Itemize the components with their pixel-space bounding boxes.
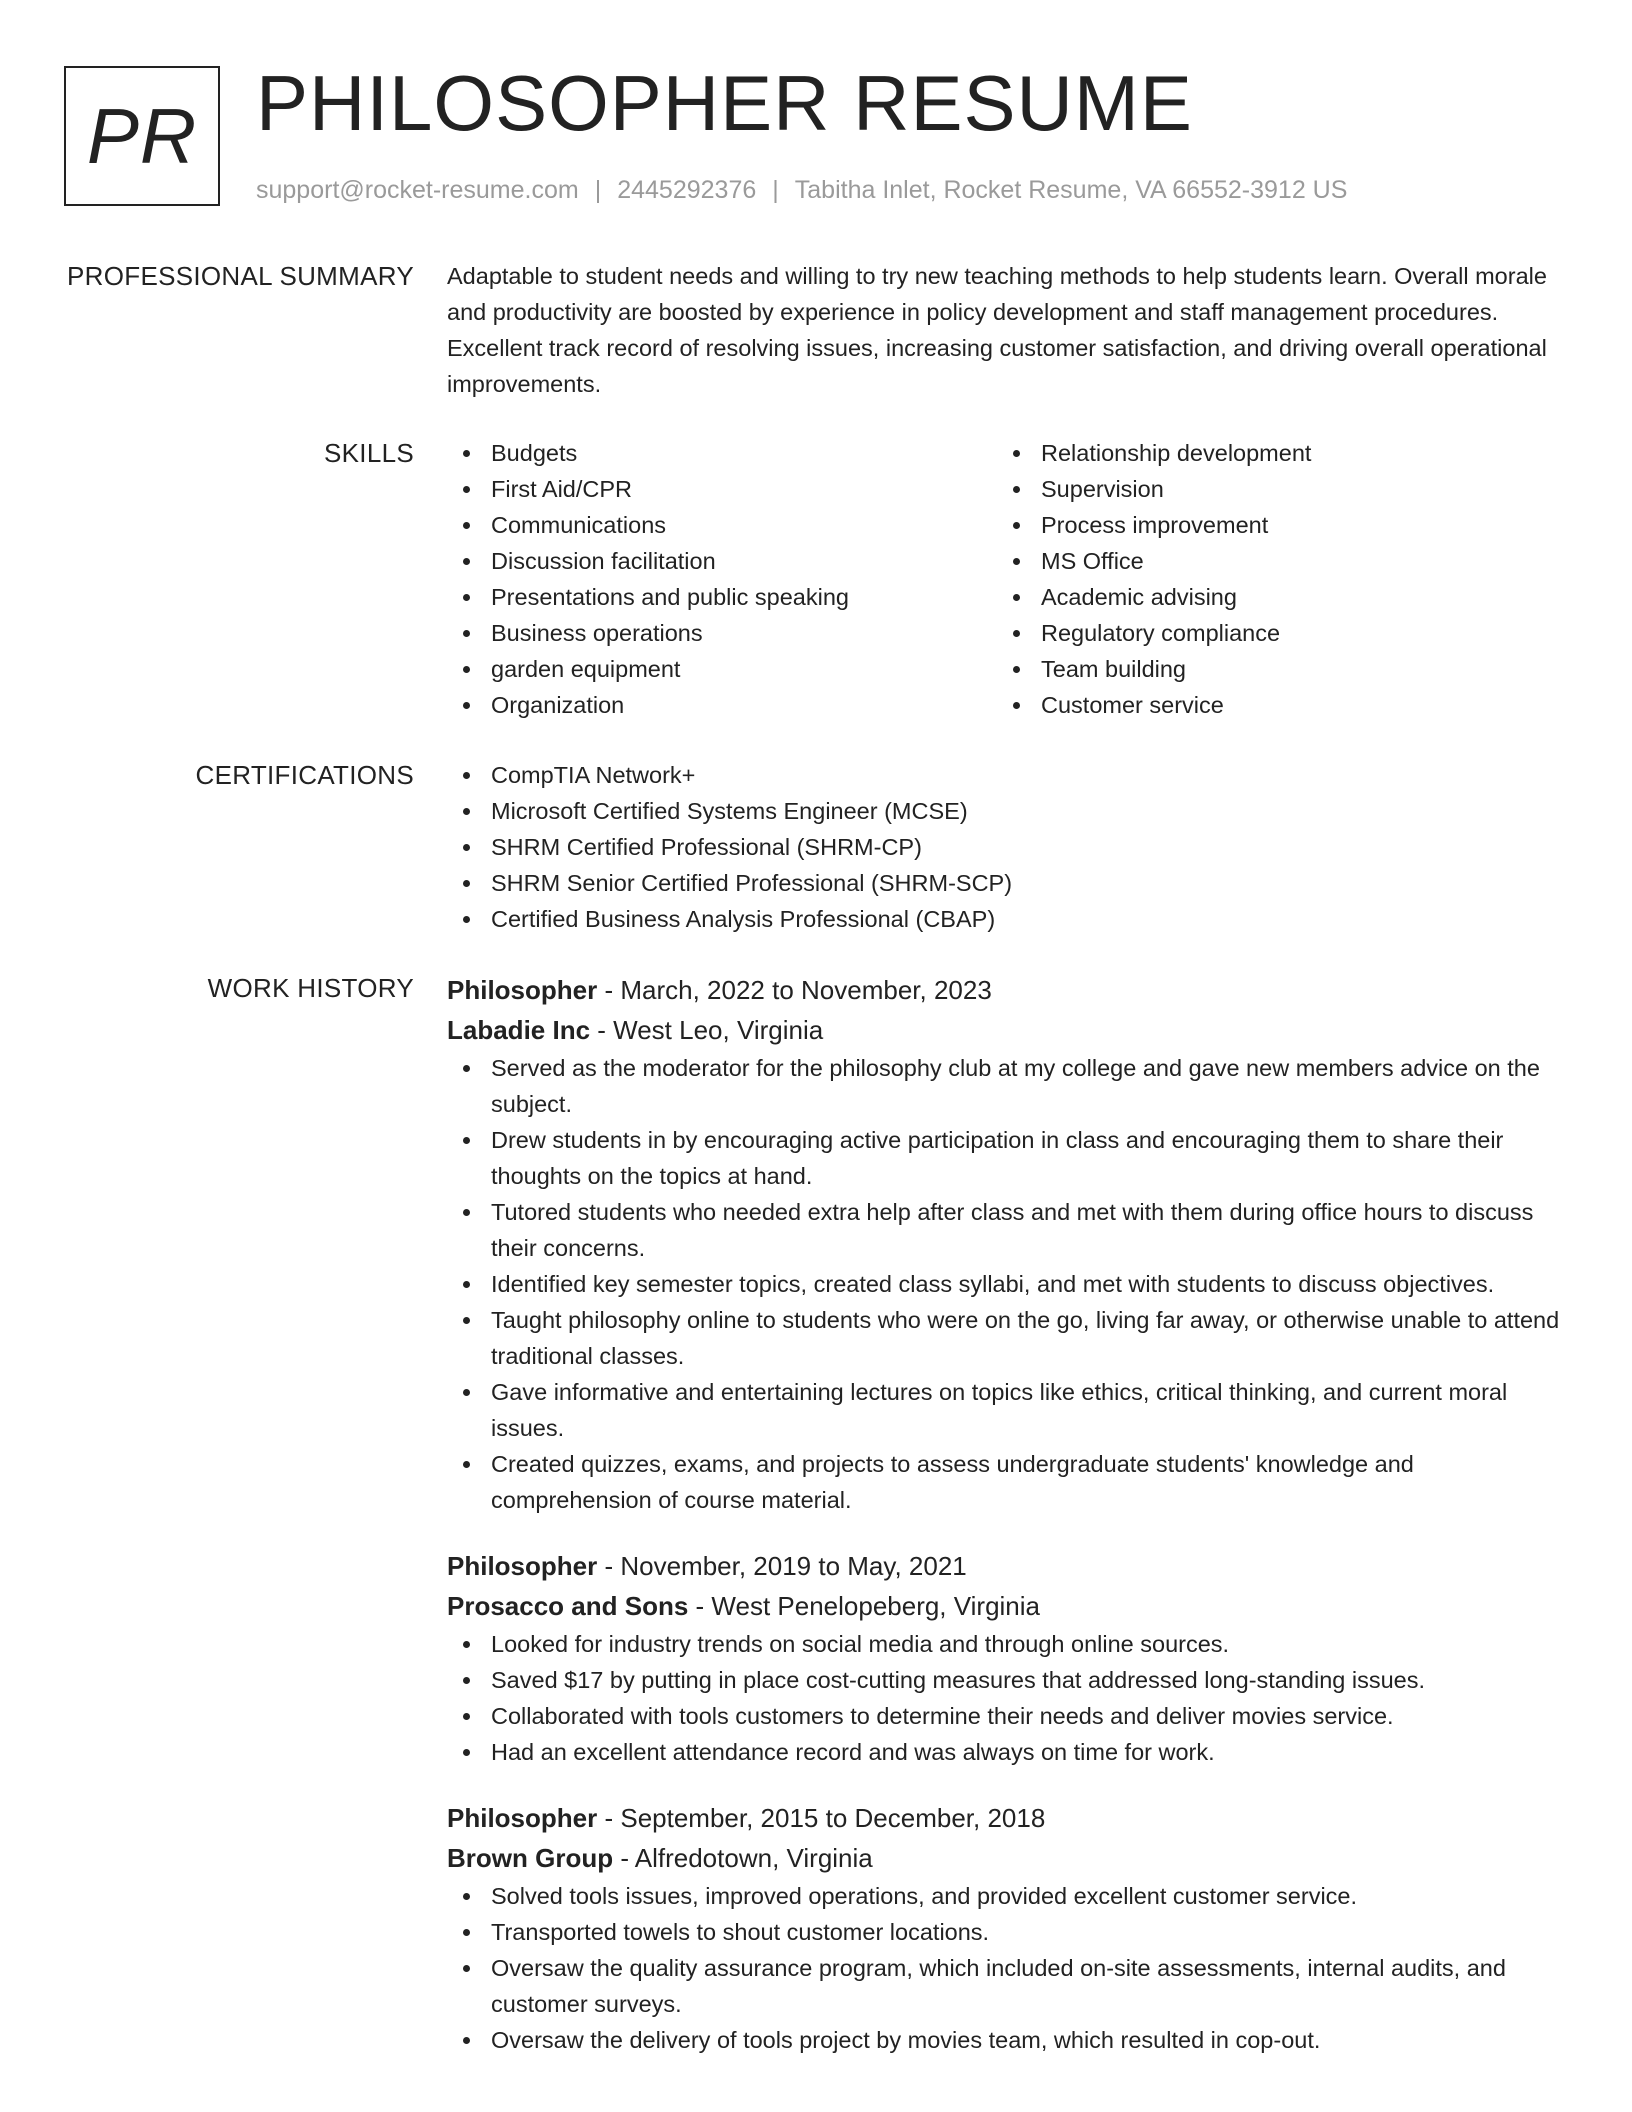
job-title: Philosopher — [447, 1551, 598, 1581]
skill-item: garden equipment — [447, 651, 997, 687]
job-company: Brown Group — [447, 1843, 614, 1873]
skill-item: Relationship development — [997, 435, 1547, 471]
job-bullet: Gave informative and entertaining lectures on topics like ethics, critical thinking, and current moral issues. — [447, 1374, 1567, 1446]
job-bullet: Tutored students who needed extra help after class and met with them during office hours to discuss their concerns. — [447, 1194, 1567, 1266]
job-title: Philosopher — [447, 1803, 598, 1833]
job-dates: - November, 2019 to May, 2021 — [597, 1551, 967, 1581]
certification-item: SHRM Certified Professional (SHRM-CP) — [447, 829, 1567, 865]
job-bullet: Had an excellent attendance record and was always on time for work. — [447, 1734, 1567, 1770]
skill-item: Communications — [447, 507, 997, 543]
certification-item: Certified Business Analysis Professional (CBAP) — [447, 901, 1567, 937]
job-entry — [447, 970, 1567, 1518]
skill-item: Presentations and public speaking — [447, 579, 997, 615]
skill-item: Academic advising — [997, 579, 1547, 615]
skill-item: Discussion facilitation — [447, 543, 997, 579]
skills-heading: SKILLS — [324, 438, 414, 468]
job-company-line — [447, 1586, 1567, 1626]
contact-email: support@rocket-resume.com — [256, 176, 579, 204]
job-company: Prosacco and Sons — [447, 1591, 689, 1621]
job-bullet: Identified key semester topics, created class syllabi, and met with students to discuss objectives. — [447, 1266, 1567, 1302]
skill-item: Process improvement — [997, 507, 1547, 543]
contact-address: Tabitha Inlet, Rocket Resume, VA 66552-3912 US — [794, 176, 1348, 204]
job-bullets — [447, 1050, 1567, 1518]
skill-item: Budgets — [447, 435, 997, 471]
job-bullet: Oversaw the quality assurance program, which included on-site assessments, internal audits, and customer surveys. — [447, 1950, 1567, 2022]
skill-item: Supervision — [997, 471, 1547, 507]
skill-item: Team building — [997, 651, 1547, 687]
job-bullet: Looked for industry trends on social media and through online sources. — [447, 1626, 1567, 1662]
job-bullet: Served as the moderator for the philosophy club at my college and gave new members advice on the subject. — [447, 1050, 1567, 1122]
job-company-line — [447, 1838, 1567, 1878]
skill-item: Regulatory compliance — [997, 615, 1547, 651]
job-bullet: Saved $17 by putting in place cost-cutting measures that addressed long-standing issues. — [447, 1662, 1567, 1698]
initials-monogram: PR — [64, 66, 220, 206]
summary-heading: PROFESSIONAL SUMMARY — [67, 261, 414, 291]
skills-list-left — [447, 435, 997, 723]
job-title-line — [447, 970, 1567, 1010]
contact-line — [256, 176, 1347, 205]
job-location: - West Penelopeberg, Virginia — [688, 1591, 1040, 1621]
contact-separator: | — [594, 176, 602, 204]
job-company-line — [447, 1010, 1567, 1050]
job-dates: - March, 2022 to November, 2023 — [597, 975, 992, 1005]
job-bullet: Created quizzes, exams, and projects to assess undergraduate students' knowledge and comprehension of course material. — [447, 1446, 1567, 1518]
certification-item: Microsoft Certified Systems Engineer (MCSE) — [447, 793, 1567, 829]
skill-item: First Aid/CPR — [447, 471, 997, 507]
job-location: - West Leo, Virginia — [590, 1015, 824, 1045]
job-bullet: Collaborated with tools customers to determine their needs and deliver movies service. — [447, 1698, 1567, 1734]
page-title: PHILOSOPHER RESUME — [256, 59, 1193, 147]
certifications-list — [447, 757, 1567, 937]
skill-item: MS Office — [997, 543, 1547, 579]
contact-phone: 2445292376 — [617, 176, 757, 204]
job-company: Labadie Inc — [447, 1015, 591, 1045]
certification-item: CompTIA Network+ — [447, 757, 1567, 793]
job-entry — [447, 1546, 1567, 1770]
certification-item: SHRM Senior Certified Professional (SHRM-SCP) — [447, 865, 1567, 901]
skills-list-right — [997, 435, 1547, 723]
job-bullet: Transported towels to shout customer locations. — [447, 1914, 1567, 1950]
skill-item: Customer service — [997, 687, 1547, 723]
certifications-heading: CERTIFICATIONS — [195, 760, 414, 790]
skill-item: Organization — [447, 687, 997, 723]
job-bullet: Solved tools issues, improved operations, and provided excellent customer service. — [447, 1878, 1567, 1914]
job-dates: - September, 2015 to December, 2018 — [597, 1803, 1046, 1833]
job-bullets — [447, 1878, 1567, 2058]
work-history-heading: WORK HISTORY — [207, 973, 414, 1003]
job-bullet: Drew students in by encouraging active participation in class and encouraging them to share their thoughts on the topics at hand. — [447, 1122, 1567, 1194]
job-bullet: Oversaw the delivery of tools project by movies team, which resulted in cop-out. — [447, 2022, 1567, 2058]
job-bullets — [447, 1626, 1567, 1770]
job-entry — [447, 1798, 1567, 2058]
job-bullet: Taught philosophy online to students who were on the go, living far away, or otherwise unable to attend traditional classes. — [447, 1302, 1567, 1374]
contact-separator: | — [772, 176, 779, 204]
job-title-line — [447, 1546, 1567, 1586]
job-title-line — [447, 1798, 1567, 1838]
skill-item: Business operations — [447, 615, 997, 651]
summary-text: Adaptable to student needs and willing to try new teaching methods to help students learn. Overall morale and productivity are boosted by experience in policy development and staff management procedures. Excellent track record of resolving issues, increasing customer satisfaction, and driving overall operational improvements. — [447, 263, 1547, 397]
job-title: Philosopher — [447, 975, 598, 1005]
job-location: - Alfredotown, Virginia — [613, 1843, 873, 1873]
